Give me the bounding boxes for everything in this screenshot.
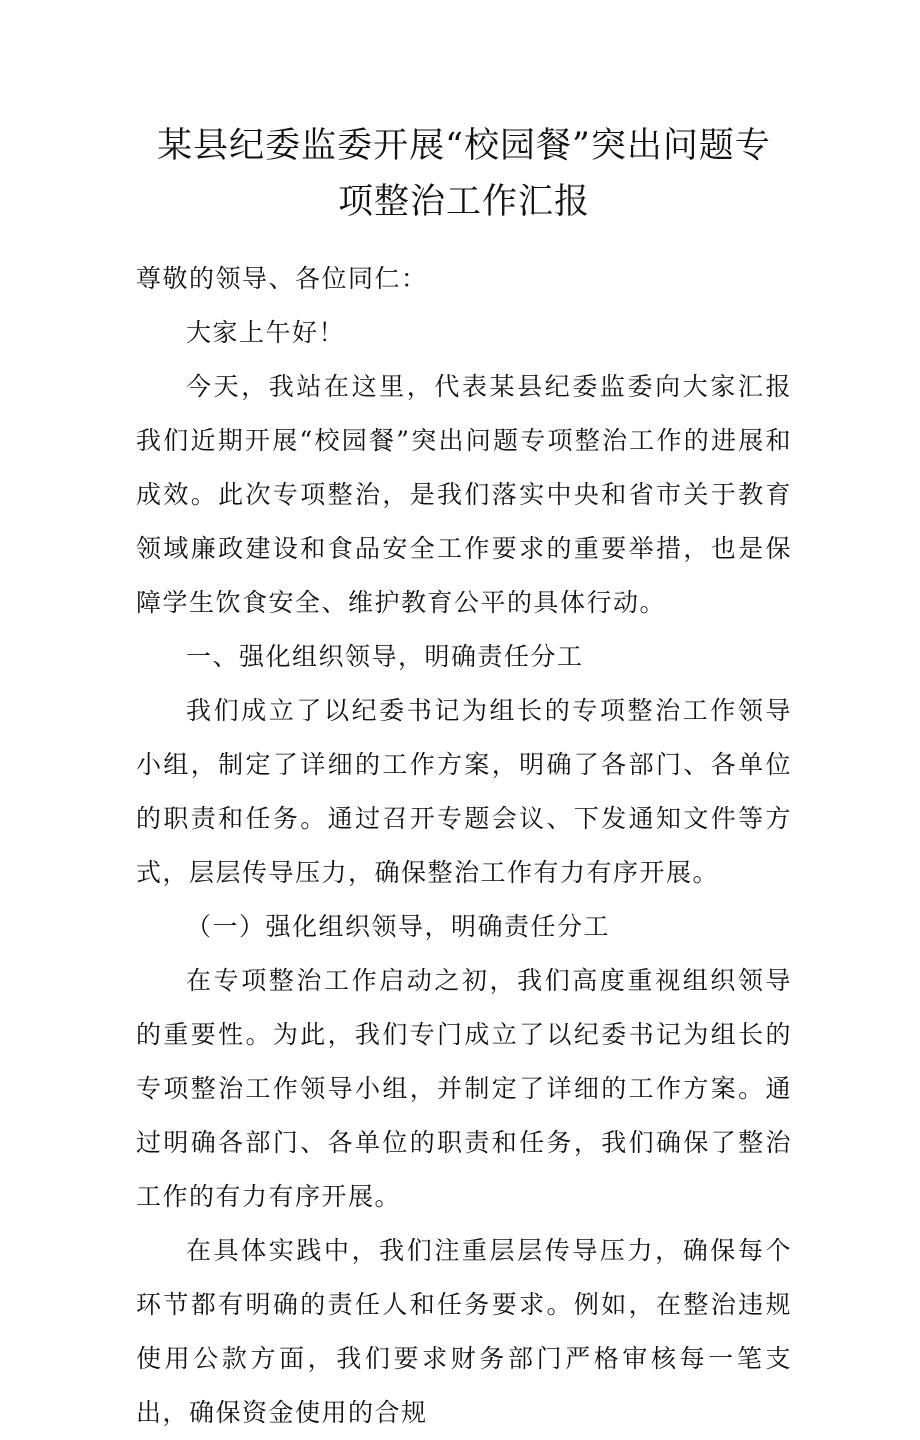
intro-paragraph: 今天，我站在这里，代表某县纪委监委向大家汇报我们近期开展“校园餐”突出问题专项整治工作的进展和成效。此次专项整治，是我们落实中央和省市关于教育领域廉政建设和食品安全工作要求的重要举措，也是保障学生饮食安全、维护教育公平的具体行动。	[136, 372, 792, 617]
title-line-1: 某县纪委监委开展“校园餐”突出问题专	[157, 126, 771, 166]
subsection-1-heading: （一）强化组织领导，明确责任分工	[186, 912, 611, 941]
section-1-paragraph: 我们成立了以纪委书记为组长的专项整治工作领导小组，制定了详细的工作方案，明确了各部门、各单位的职责和任务。通过召开专题会议、下发通知文件等方式，层层传导压力，确保整治工作有力有序开展。	[136, 696, 792, 887]
title-line-2: 项整治工作汇报	[337, 182, 590, 222]
greeting: 大家上午好！	[186, 318, 346, 347]
section-1-heading: 一、强化组织领导，明确责任分工	[186, 642, 584, 671]
subsection-1-paragraph-2: 在具体实践中，我们注重层层传导压力，确保每个环节都有明确的责任人和任务要求。例如，在整治违规使用公款方面，我们要求财务部门严格审核每一笔支出，确保资金使用的合规	[136, 1236, 792, 1427]
salutation: 尊敬的领导、各位同仁：	[136, 264, 428, 293]
document-title	[136, 118, 792, 230]
subsection-1-paragraph-1: 在专项整治工作启动之初，我们高度重视组织领导的重要性。为此，我们专门成立了以纪委书记为组长的专项整治工作领导小组，并制定了详细的工作方案。通过明确各部门、各单位的职责和任务，我们确保了整治工作的有力有序开展。	[136, 966, 792, 1211]
